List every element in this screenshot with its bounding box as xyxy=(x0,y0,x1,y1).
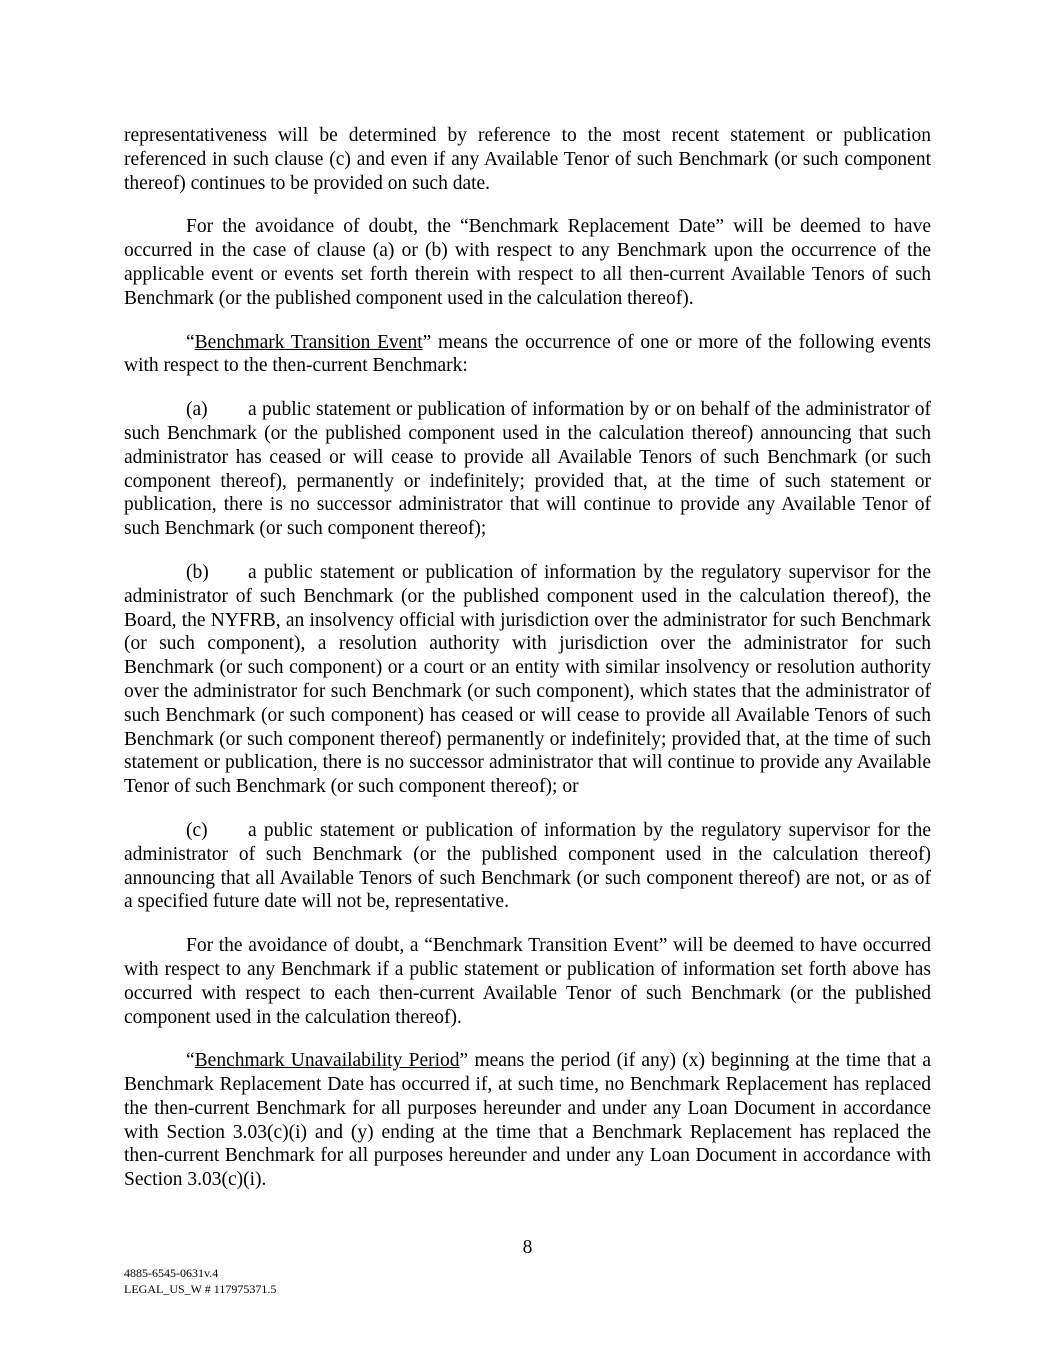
clause-a xyxy=(124,398,931,541)
defined-term: Benchmark Unavailability Period xyxy=(194,1050,460,1072)
open-quote: “ xyxy=(186,1050,195,1072)
definition-benchmark-unavailability-period xyxy=(124,1049,931,1192)
document-footer xyxy=(124,1266,276,1297)
open-quote: “ xyxy=(186,331,195,353)
paragraph-transition-event-note: For the avoidance of doubt, a “Benchmark Transition Event” will be deemed to have occurred with respect to any Benchmark if a public statement or publication of information set forth above has occurred with respect to each then-current Available Tenor of such Benchmark (or the published component used in the calculation thereof). xyxy=(124,935,931,1028)
clause-text: a public statement or publication of information by or on behalf of the administrator of such Benchmark (or the published component used in the calculation thereof) announcing that such administrator has ceased or will cease to provide all Available Tenors of such Benchmark (or such component thereof), permanently or indefinitely; provided that, at the time of such statement or publication, there is no successor administrator that will continue to provide any Available Tenor of such Benchmark (or such component thereof); xyxy=(124,399,931,540)
footer-legal-id: LEGAL_US_W # 117975371.5 xyxy=(124,1281,277,1296)
clause-text: a public statement or publication of information by the regulatory supervisor for the administrator of such Benchmark (or the published component used in the calculation thereof) announcing that all Available Tenors of such Benchmark (or such component thereof) are not, or as of a specified future date will not be, representative. xyxy=(124,819,931,913)
definition-text: ” means the period (if any) (x) beginning at the time that a Benchmark Replacement Date has occurred if, at such time, no Benchmark Replacement has replaced the then-current Benchmark for all purposes hereunder and under any Loan Document in accordance with Section 3.03(c)(i) and (y) ending at the time that a Benchmark Replacement has replaced the then-current Benchmark for all purposes hereunder and under any Loan Document in accordance with Section 3.03(c)(i). xyxy=(124,1050,931,1191)
clause-text: a public statement or publication of information by the regulatory supervisor for the administrator of such Benchmark (or the published component used in the calculation thereof), the Board, the NYFRB, an insolvency official with jurisdiction over the administrator for such Benchmark (or such component), a resolution authority with jurisdiction over the administrator for such Benchmark (or such component) or a court or an entity with similar insolvency or resolution authority over the administrator for such Benchmark (or such component), which states that the administrator of such Benchmark (or such component) has ceased or will cease to provide all Available Tenors of such Benchmark (or such component thereof) permanently or indefinitely; provided that, at the time of such statement or publication, there is no successor administrator that will continue to provide any Available Tenor of such Benchmark (or such component thereof); or xyxy=(124,561,931,798)
clause-c xyxy=(124,819,931,914)
footer-doc-id: 4885-6545-0631v.4 xyxy=(124,1266,219,1280)
document-page xyxy=(124,124,931,1212)
page-number: 8 xyxy=(522,1237,533,1258)
clause-label: (c) xyxy=(186,819,208,841)
defined-term: Benchmark Transition Event xyxy=(194,331,423,353)
paragraph-replacement-date-note: For the avoidance of doubt, the “Benchmark Replacement Date” will be deemed to have occurred in the case of clause (a) or (b) with respect to any Benchmark upon the occurrence of the applicable event or events set forth therein with respect to all then-current Available Tenors of such Benchmark (or the published component used in the calculation thereof). xyxy=(124,216,931,309)
clause-b xyxy=(124,561,931,799)
definition-benchmark-transition-event xyxy=(124,331,931,379)
paragraph-continuation: representativeness will be determined by reference to the most recent statement or publication referenced in such clause (c) and even if any Available Tenor of such Benchmark (or such component thereof) continues to be provided on such date. xyxy=(124,125,931,194)
definition-text: ” means the occurrence of one or more of the following events with respect to the then-current Benchmark: xyxy=(124,331,931,377)
clause-label: (b) xyxy=(186,561,209,583)
clause-label: (a) xyxy=(186,399,208,421)
